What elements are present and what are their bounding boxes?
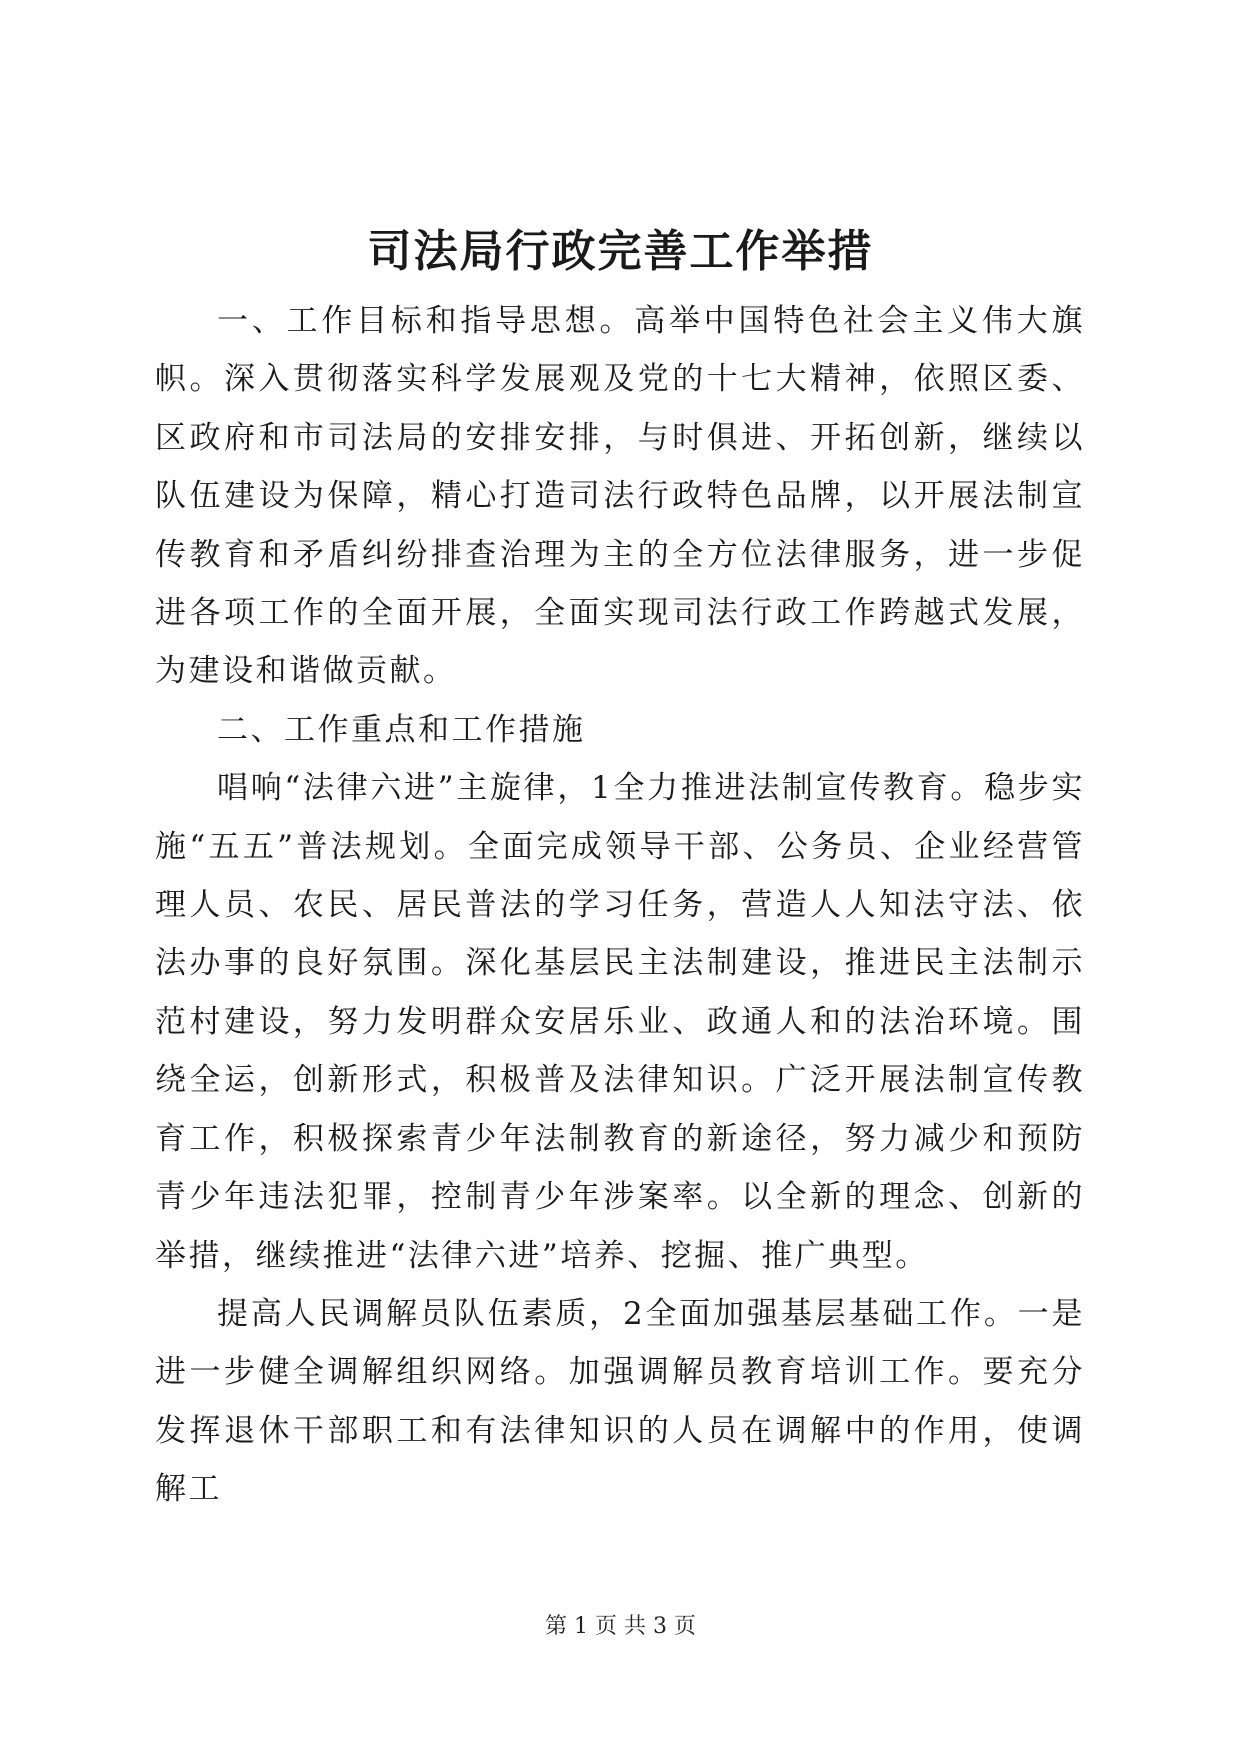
paragraph-legal-education: 唱响“法律六进”主旋律，1全力推进法制宣传教育。稳步实施“五五”普法规划。全面完成领导干部、公务员、企业经营管理人员、农民、居民普法的学习任务，营造人人知法守法、依法办事的良好氛围。深化基层民主法制建设，推进民主法制示范村建设，努力发明群众安居乐业、政通人和的法治环境。围绕全运，创新形式，积极普及法律知识。广泛开展法制宣传教育工作，积极探索青少年法制教育的新途径，努力减少和预防青少年违法犯罪，控制青少年涉案率。以全新的理念、创新的举措，继续推进“法律六进”培养、挖掘、推广典型。: [155, 770, 1085, 1274]
paragraph-grassroots-work: 提高人民调解员队伍素质，2全面加强基层基础工作。一是进一步健全调解组织网络。加强调解员教育培训工作。要充分发挥退休干部职工和有法律知识的人员在调解中的作用，使调解工: [155, 1295, 1085, 1508]
document-title: 司法局行政完善工作举措: [367, 226, 874, 277]
page-footer: [0, 1612, 1241, 1642]
paragraph-goals: 一、工作目标和指导思想。高举中国特色社会主义伟大旗帜。深入贯彻落实科学发展观及党的十七大精神，依照区委、区政府和市司法局的安排安排，与时俱进、开拓创新，继续以队伍建设为保障，精心打造司法行政特色品牌，以开展法制宣传教育和矛盾纠纷排查治理为主的全方位法律服务，进一步促进各项工作的全面开展，全面实现司法行政工作跨越式发展，为建设和谐做贡献。: [155, 303, 1085, 690]
page-number: 第 1 页 共 3 页: [545, 1614, 696, 1639]
paragraph-section-heading: 二、工作重点和工作措施: [217, 711, 586, 748]
document-body: [155, 292, 1085, 1519]
